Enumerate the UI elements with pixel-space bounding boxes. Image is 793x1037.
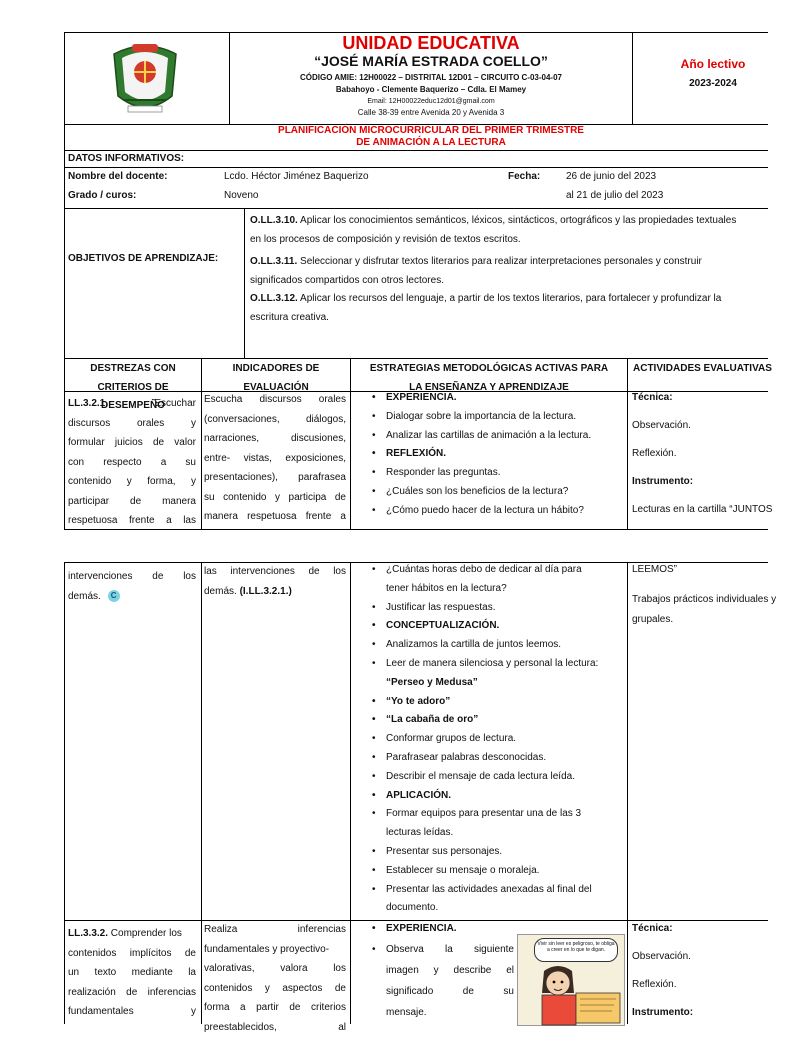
list-item: mensaje. — [386, 1006, 427, 1018]
mafalda-comic-image — [517, 934, 625, 1026]
date-value-2: al 21 de julio del 2023 — [566, 190, 664, 201]
list-item: • CONCEPTUALIZACIÓN. — [368, 617, 626, 636]
school-logo — [104, 36, 186, 120]
date-label: Fecha: — [508, 171, 541, 182]
plan-title-2: DE ANIMACIÓN A LA LECTURA — [356, 137, 506, 148]
list-item: • Presentar las actividades anexadas al final del — [368, 881, 626, 900]
list-item: • “Yo te adoro” — [368, 693, 626, 712]
grade-value: Noveno — [224, 190, 259, 201]
list-item: • ¿Cómo puedo hacer de la lectura un hábito? — [368, 502, 626, 521]
header-indicators: INDICADORES DE EVALUACIÓN — [232, 363, 320, 393]
list-item: • Leer de manera silenciosa y personal la lectura: — [368, 655, 626, 674]
comment-icon[interactable]: C — [108, 590, 120, 602]
teacher-label: Nombre del docente: — [68, 171, 168, 182]
info-section-label: DATOS INFORMATIVOS: — [68, 153, 185, 164]
list-item: • Analizamos la cartilla de juntos leemos. — [368, 636, 626, 655]
list-item: • Describir el mensaje de cada lectura leída. — [368, 768, 626, 787]
list-item: tener hábitos en la lectura? — [386, 582, 507, 594]
row1-evaluation-cont: LEEMOS” Trabajos prácticos individuales y grupales. — [632, 564, 777, 625]
row1-strategies-cont — [368, 561, 626, 918]
row2-skill: LL.3.3.2. Comprender los contenidos implícitos de un texto mediante la realización de inferencias fundamentales y — [68, 928, 196, 1017]
school-address: Calle 38-39 entre Avenida 20 y Avenida 3 — [357, 108, 505, 117]
objective-3-cont: escritura creativa. — [250, 311, 329, 323]
comic-character-icon — [518, 935, 624, 1025]
objective-1: O.LL.3.10. Aplicar los conocimientos semánticos, léxicos, sintácticos, ortográficos y las propiedades textuales — [250, 215, 737, 226]
row1-strategies — [368, 389, 626, 521]
list-item: • ¿Cuántas horas debo de dedicar al día para — [368, 561, 626, 580]
list-item: • APLICACIÓN. — [368, 787, 626, 806]
school-codes: CÓDIGO AMIE: 12H00022 – DISTRITAL 12D01 – CIRCUITO C-03-04-07 — [299, 73, 562, 82]
header-skills: DESTREZAS CON CRITERIOS DE DESEMPEÑO — [90, 363, 176, 411]
list-item: lecturas leídas. — [386, 827, 454, 839]
page-1 — [0, 0, 773, 530]
row1-evaluation: Técnica: Observación. Reflexión. Instrumento: Lecturas en la cartilla “JUNTOS — [632, 392, 773, 515]
school-email: Email: 12H00022educ12d01@gmail.com — [367, 98, 495, 105]
row2-evaluation: Técnica: Observación. Reflexión. Instrumento: — [632, 923, 694, 1018]
list-item: • Analizar las cartillas de animación a la lectura. — [368, 427, 626, 446]
comic-speech-bubble: Vivir sin leer es peligroso, te obliga a creer en lo que te digan. — [534, 938, 618, 962]
list-item: • EXPERIENCIA. — [368, 389, 626, 408]
year-label: Año lectivo — [680, 57, 746, 71]
row2-indicator: Realiza inferencias fundamentales y proyectivo- valorativas, valora los contenidos y aspectos de forma a partir de criterios preestablecidos, al — [204, 924, 346, 1033]
header-evaluation: ACTIVIDADES EVALUATIVAS — [633, 363, 772, 374]
plan-title-1: PLANIFICACIÓN MICROCURRICULAR DEL PRIMER TRIMESTRE — [278, 125, 584, 136]
page-gap — [0, 530, 768, 562]
objective-2-cont: significados compartidos con otros lectores. — [250, 274, 444, 286]
date-value-1: 26 de junio del 2023 — [566, 171, 657, 182]
list-item: “Perseo y Medusa” — [386, 676, 478, 688]
list-item: • REFLEXIÓN. — [368, 445, 626, 464]
row1-skill-cont: intervenciones de los demás. C — [68, 571, 196, 602]
header-strategies: ESTRATEGIAS METODOLÓGICAS ACTIVAS PARA LA ENSEÑANZA Y APRENDIZAJE — [369, 363, 609, 393]
row1-skill: LL.3.2.1. Escuchar discursos orales y formular juicios de valor con respecto a su contenido y forma, y participar de manera respetuosa frente a las — [68, 398, 196, 526]
row1-indicator: Escucha discursos orales (conversaciones, diálogos, narraciones, discusiones, entre- vistas, exposiciones, presentaciones), parafrasea su contenido y participa de manera respetuosa frente a — [204, 394, 346, 522]
list-item: • Justificar las respuestas. — [368, 599, 626, 618]
list-item: imagen y describe el — [386, 964, 514, 976]
list-item: • Presentar sus personajes. — [368, 843, 626, 862]
list-item: • Establecer su mensaje o moraleja. — [368, 862, 626, 881]
list-item: • “La cabaña de oro” — [368, 711, 626, 730]
school-title: UNIDAD EDUCATIVA — [342, 33, 520, 53]
school-location: Babahoyo - Clemente Baquerizo – Cdla. El Mamey — [335, 85, 527, 94]
school-name: “JOSÉ MARÍA ESTRADA COELLO” — [314, 53, 548, 69]
list-item: • Observa la siguiente — [368, 939, 514, 960]
list-item: • Conformar grupos de lectura. — [368, 730, 626, 749]
year-value: 2023-2024 — [689, 78, 737, 89]
row1-indicator-cont: las intervenciones de los demás. (I.LL.3.2.1.) — [204, 566, 346, 597]
grade-label: Grado / curos: — [68, 190, 137, 201]
list-item: documento. — [386, 902, 439, 914]
page-2 — [0, 562, 777, 1033]
list-item: significado de su — [386, 985, 514, 997]
list-item: • Responder las preguntas. — [368, 464, 626, 483]
list-item: • Parafrasear palabras desconocidas. — [368, 749, 626, 768]
list-item: • Formar equipos para presentar una de las 3 — [368, 805, 626, 824]
objective-1-cont: en los procesos de composición y revisión de textos escritos. — [250, 233, 521, 245]
list-item: • Dialogar sobre la importancia de la lectura. — [368, 408, 626, 427]
teacher-value: Lcdo. Héctor Jiménez Baquerizo — [224, 171, 369, 182]
list-item: • EXPERIENCIA. — [368, 920, 514, 939]
list-item: • ¿Cuáles son los beneficios de la lectura? — [368, 483, 626, 502]
objectives-label: OBJETIVOS DE APRENDIZAJE: — [68, 253, 219, 264]
objective-3: O.LL.3.12. Aplicar los recursos del lenguaje, a partir de los textos literarios, para fortalecer y profundizar la — [250, 293, 722, 304]
objective-2: O.LL.3.11. Seleccionar y disfrutar textos literarios para realizar interpretaciones personales y construir — [250, 256, 702, 267]
row2-strategies — [368, 920, 514, 1023]
